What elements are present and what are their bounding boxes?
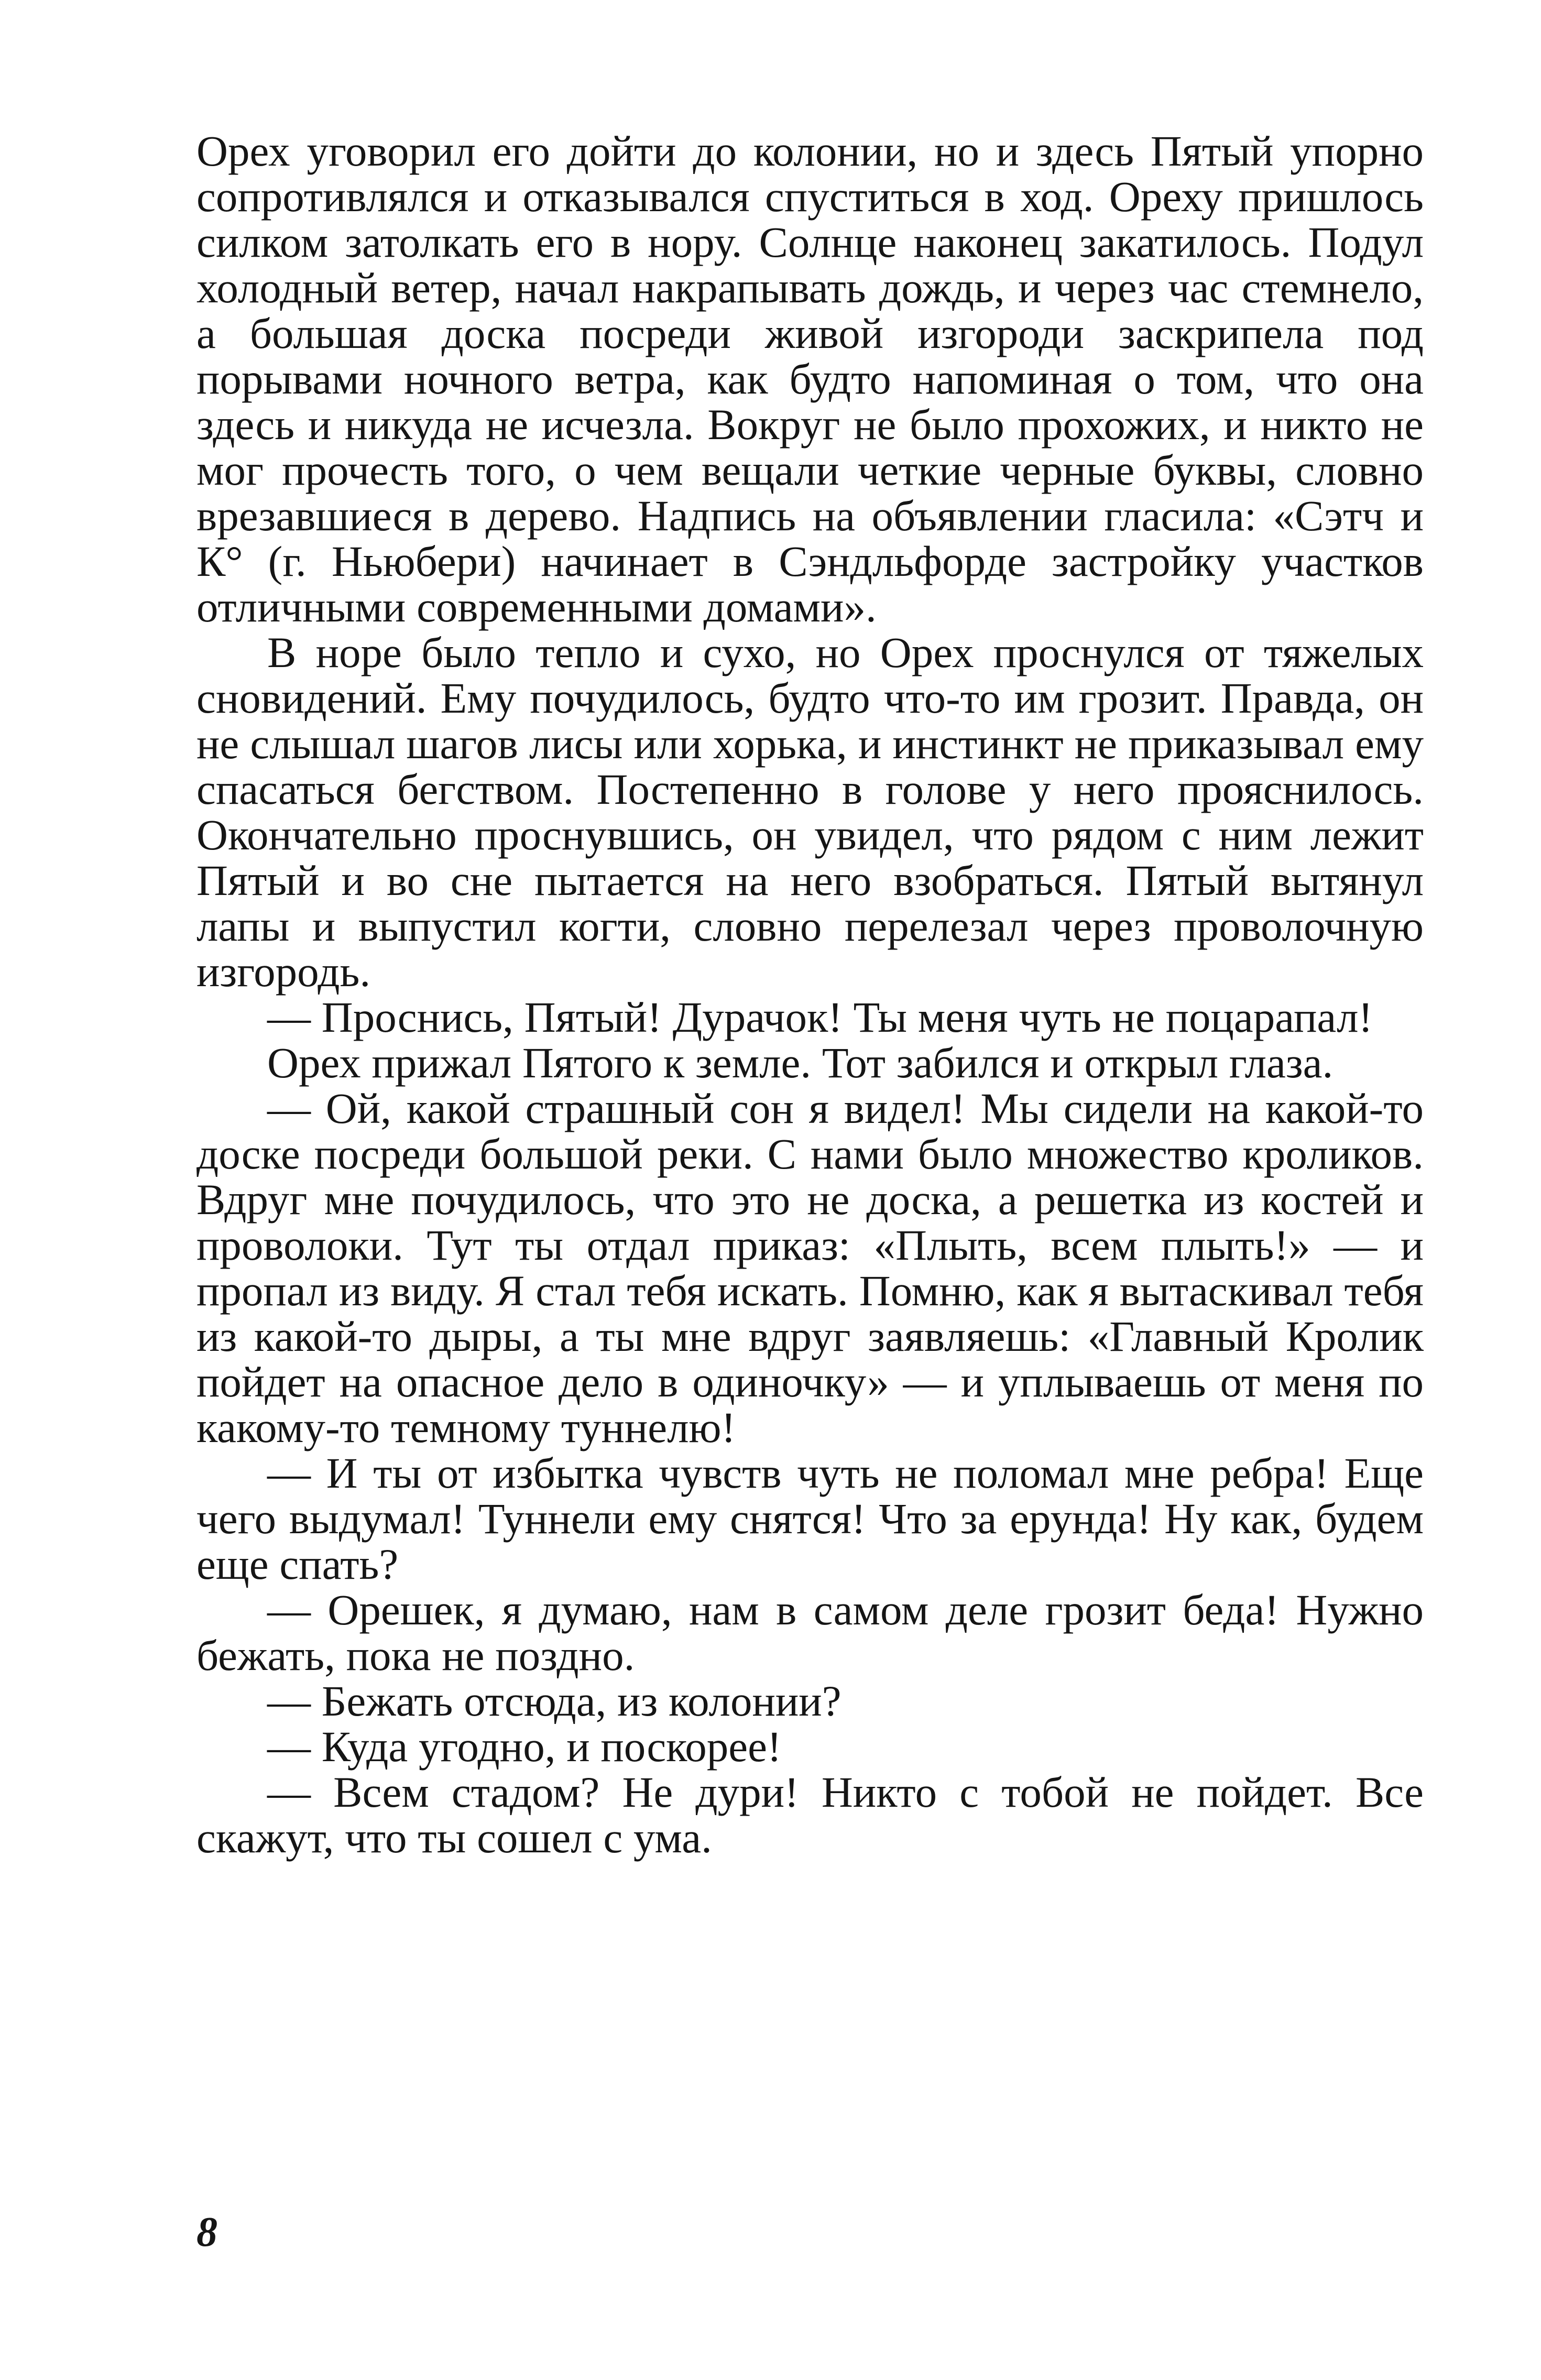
paragraph-10: — Всем стадом? Не дури! Никто с тобой не пойдет. Все скажут, что ты сошел с ума. (196, 1768, 1424, 1862)
paragraph-4: Орех прижал Пятого к земле. Тот забился и открыл глаза. (267, 1039, 1334, 1087)
paragraph-7: — Орешек, я думаю, нам в самом деле грозит беда! Нужно бежать, пока не поздно. (196, 1586, 1424, 1679)
paragraph-5: — Ой, какой страшный сон я видел! Мы сидели на какой-то доске посреди большой реки. С нами было множество кроликов. Вдруг мне почудилось, что это не доска, а решетка из костей и проволоки. Тут ты отдал приказ: «Плыть, всем плыть!» — и пропал из виду. Я стал тебя искать. Помню, как я вытаскивал тебя из какой-то дыры, а ты мне вдруг заявляешь: «Главный Кролик пойдет на опасное дело в одиночку» — и уплываешь от меня по какому-то темному туннелю! (196, 1084, 1424, 1451)
page-body (196, 128, 1424, 1861)
paragraph-9: — Куда угодно, и поскорее! (267, 1722, 782, 1771)
paragraph-1: Орех уговорил его дойти до колонии, но и здесь Пятый упорно сопротивлялся и отказывался спуститься в ход. Ореху пришлось силком затолкать его в нору. Солнце наконец закатилось. Подул холодный ветер, начал накрапывать дождь, и через час стемнело, а большая доска посреди живой изгороди заскрипела под порывами ночного ветра, как будто напоминая о том, что она здесь и никуда не исчезла. Вокруг не было прохожих, и никто не мог прочесть того, о чем вещали четкие черные буквы, словно врезавшиеся в дерево. Надпись на объявлении гласила: «Сэтч и К° (г. Ньюбери) начинает в Сэндльфорде застройку участков отличными современными домами». (196, 127, 1424, 631)
paragraph-3: — Проснись, Пятый! Дурачок! Ты меня чуть не поцарапал! (267, 993, 1373, 1041)
paragraph-8: — Бежать отсюда, из колонии? (267, 1677, 841, 1725)
paragraph-6: — И ты от избытка чувств чуть не поломал мне ребра! Еще чего выдумал! Туннели ему снятся! Что за ерунда! Ну как, будем еще спать? (196, 1449, 1424, 1588)
paragraph-2: В норе было тепло и сухо, но Орех проснулся от тяжелых сновидений. Ему почудилось, будто что-то им грозит. Правда, он не слышал шагов лисы или хорька, и инстинкт не приказывал ему спасаться бегством. Постепенно в голове у него прояснилось. Окончательно проснувшись, он увидел, что рядом с ним лежит Пятый и во сне пытается на него взобраться. Пятый вытянул лапы и выпустил когти, словно перелезал через проволочную изгородь. (196, 628, 1424, 996)
page-number: 8 (196, 2209, 217, 2255)
